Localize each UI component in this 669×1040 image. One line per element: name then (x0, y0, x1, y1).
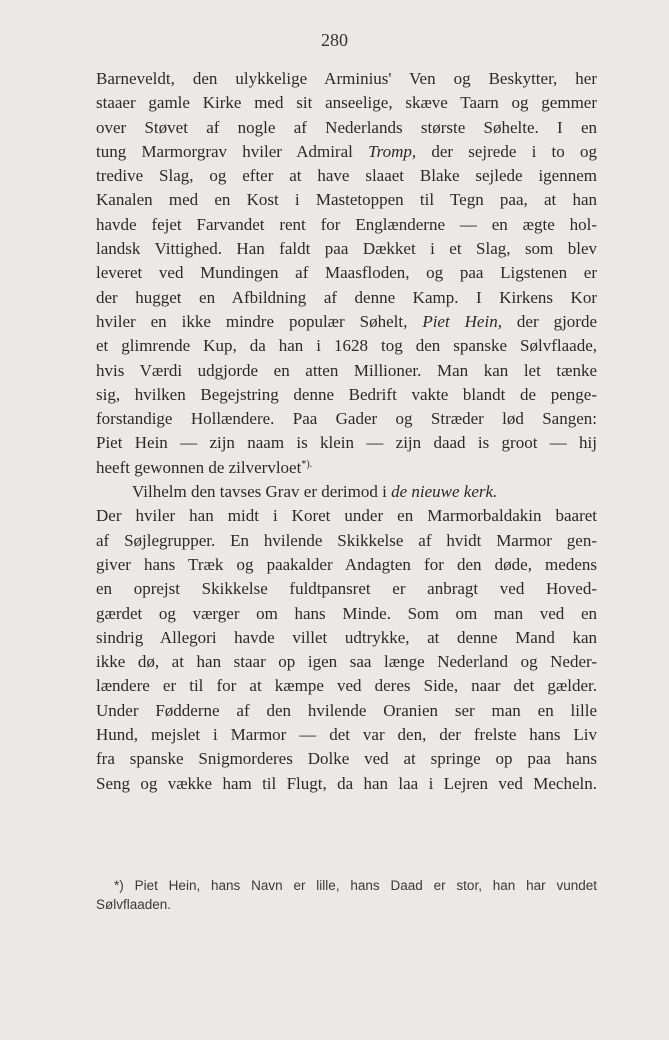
footnote-reference: *). (301, 458, 313, 470)
page-number: 280 (321, 30, 348, 50)
hero-name: Piet Hein, (422, 311, 502, 331)
text-line: Der hviler han midt i Koret under en Marmorbaldakin baaret (96, 506, 597, 526)
text-line: et glimrende Kup, da han i 1628 tog den spanske Sølvflaade, (96, 336, 597, 356)
ship-admiral-name: Tromp, (368, 141, 417, 161)
body-text (96, 67, 597, 796)
text-line: Piet Hein — zijn naam is klein — zijn daad is groot — hij (96, 433, 597, 453)
footnote (96, 876, 597, 914)
text-line: leveret ved Mundingen af Maasfloden, og paa Ligstenen er (96, 263, 597, 283)
text-line: sindrig Allegori havde villet udtrykke, at denne Mand kan (96, 627, 597, 647)
text-line: der hugget en Afbildning af denne Kamp. I Kirkens Kor (96, 287, 597, 307)
text-line: lændere er til for at kæmpe ved deres Side, naar det gælder. (96, 676, 597, 696)
text-line: gærdet og værger om hans Minde. Som om man ved en (96, 603, 597, 623)
text-line: ikke dø, at han staar op igen saa længe Nederland og Neder- (96, 652, 597, 672)
text-line: tung Marmorgrav hviler Admiral Tromp, der sejrede i to og (96, 141, 597, 161)
text-line: Under Fødderne af den hvilende Oranien ser man en lille (96, 700, 597, 720)
church-name: de nieuwe kerk. (391, 482, 498, 502)
text-line: havde fejet Farvandet rent for Englænderne — en ægte hol- (96, 214, 597, 234)
text-line: staaer gamle Kirke med sit anseelige, skæve Taarn og gemmer (96, 93, 597, 113)
footnote-line: *) Piet Hein, hans Navn er lille, hans Daad er stor, han har vundet (114, 878, 597, 893)
text-line: landsk Vittighed. Han faldt paa Dækket i et Slag, som blev (96, 239, 597, 259)
text-line: sig, hvilken Begejstring denne Bedrift vakte blandt de penge- (96, 384, 597, 404)
text-line: Vilhelm den tavses Grav er derimod i de nieuwe kerk. (132, 482, 498, 502)
text-line: af Søjlegrupper. En hvilende Skikkelse af hvidt Marmor gen- (96, 530, 597, 550)
text-line: forstandige Hollændere. Paa Gader og Stræder lød Sangen: (96, 409, 597, 429)
text-line: giver hans Træk og paakalder Andagten for den døde, medens (96, 554, 597, 574)
footnote-line: Sølvflaaden. (96, 897, 172, 912)
text-line: fra spanske Snigmorderes Dolke ved at springe op paa hans (96, 749, 597, 769)
text-line: hvis Værdi udgjorde en atten Millioner. Man kan let tænke (96, 360, 597, 380)
text-line: tredive Slag, og efter at have slaaet Blake sejlede igennem (96, 166, 597, 186)
text-line: hviler en ikke mindre populær Søhelt, Piet Hein, der gjorde (96, 311, 598, 331)
text-line: heeft gewonnen de zilvervloet*). (96, 457, 313, 477)
text-line: over Støvet af nogle af Nederlands største Søhelte. I en (96, 117, 597, 137)
text-line: Kanalen med en Kost i Mastetoppen til Tegn paa, at han (96, 190, 597, 210)
text-line: Seng og vække ham til Flugt, da han laa i Lejren ved Mecheln. (96, 773, 597, 793)
text-line: Hund, mejslet i Marmor — det var den, der frelste hans Liv (96, 725, 597, 745)
text-line: Barneveldt, den ulykkelige Arminius' Ven og Beskytter, her (96, 69, 597, 88)
text-line: en oprejst Skikkelse fuldtpansret er anbragt ved Hoved- (96, 579, 597, 599)
footnote-marker: *) (114, 878, 124, 893)
